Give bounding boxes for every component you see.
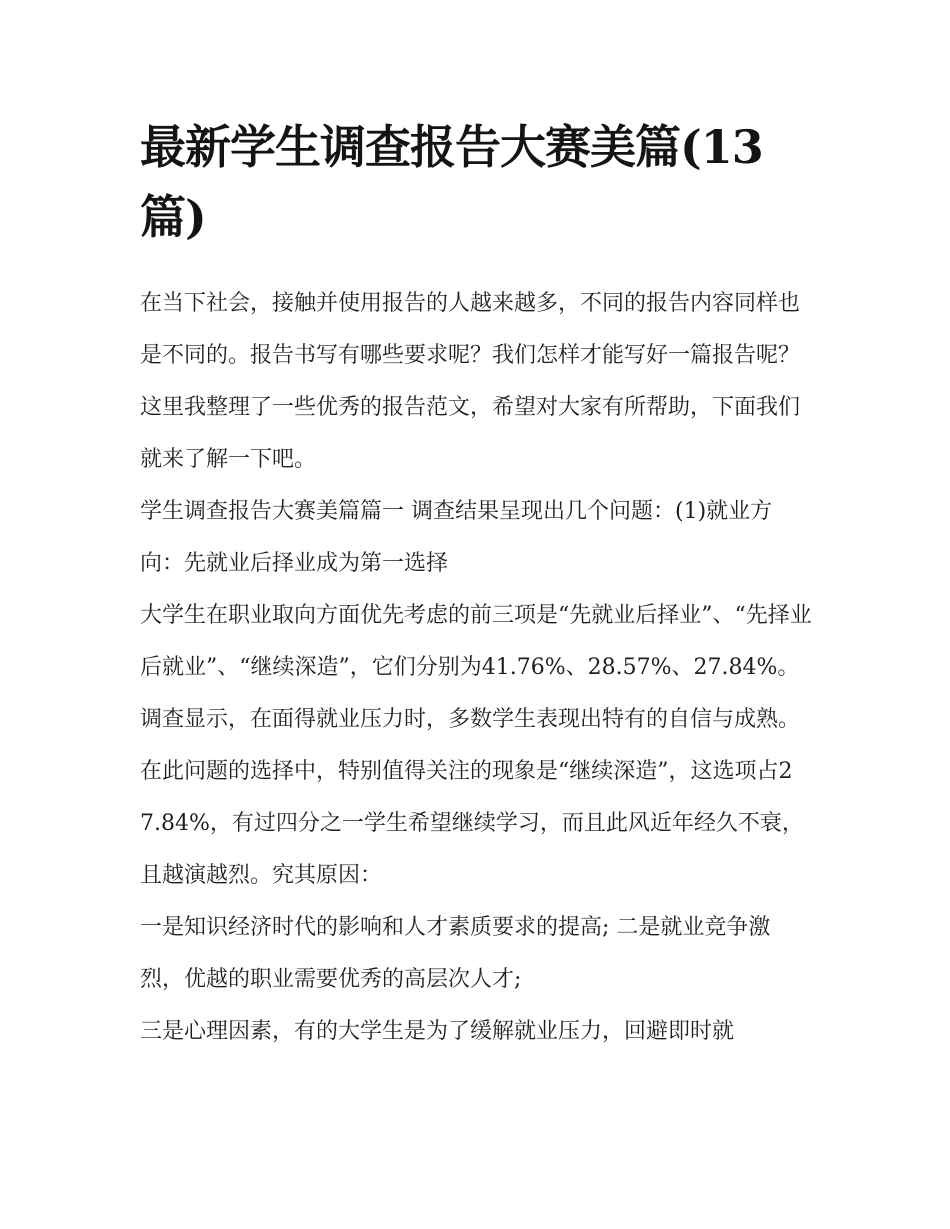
- paragraph-intro: 在当下社会，接触并使用报告的人越来越多，不同的报告内容同样也是不同的。报告书写有哪些要求呢？我们怎样才能写好一篇报告呢？这里我整理了一些优秀的报告范文，希望对大家有所帮助，下面我们就来了解一下吧。: [140, 291, 801, 472]
- paragraph-reason-one-two: 一是知识经济时代的影响和人才素质要求的提高; 二是就业竞争激烈，优越的职业需要优秀的高层次人才;: [140, 915, 771, 992]
- document-body: [140, 278, 812, 1058]
- paragraph-career-choice: 大学生在职业取向方面优先考虑的前三项是“先就业后择业”、“先择业后就业”、“继续深造”，它们分别为41.76%、28.57%、27.84%。调查显示，在面得就业压力时，多数学生表现出特有的自信与成熟。: [140, 603, 812, 732]
- document-title: 最新学生调查报告大赛美篇(13篇): [140, 120, 763, 244]
- paragraph-section-heading: 学生调查报告大赛美篇篇一 调查结果呈现出几个问题：(1)就业方向：先就业后择业成为第一选择: [140, 499, 773, 576]
- paragraph-reason-three: 三是心理因素，有的大学生是为了缓解就业压力，回避即时就: [140, 1019, 735, 1044]
- document-content: [140, 112, 812, 1058]
- paragraph-further-study: 在此问题的选择中，特别值得关注的现象是“继续深造”，这选项占27.84%，有过四分之一学生希望继续学习，而且此风近年经久不衰，且越演越烈。究其原因：: [140, 759, 804, 888]
